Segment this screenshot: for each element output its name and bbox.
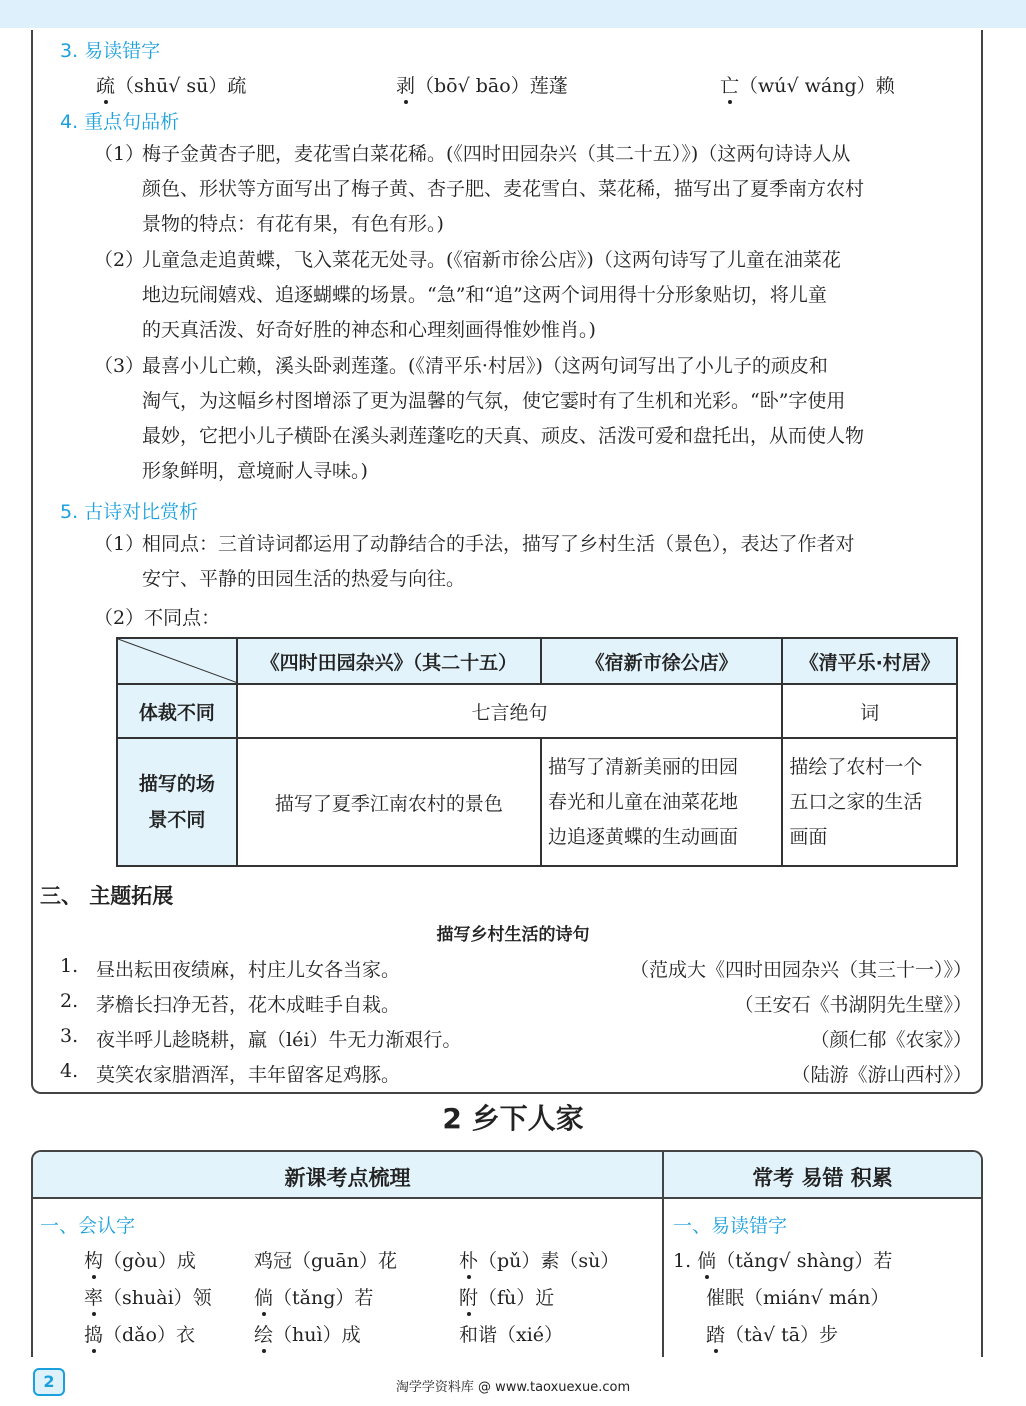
word-huicheng: 绘（huì）成 <box>254 1320 361 1347</box>
theme-subtitle: 描写乡村生活的诗句 <box>436 925 590 945</box>
lesson-title: 2 乡下人家 <box>442 1102 584 1135</box>
left-column-title: 新课考点梳理 <box>284 1166 411 1190</box>
word-fujin: 附（fù）近 <box>459 1283 554 1310</box>
genre-ci: 词 <box>782 684 957 738</box>
scene-poem-1: 描写了夏季江南农村的景色 <box>237 738 541 866</box>
section-heading-key-sentences: 4. 重点句品析 <box>60 111 180 133</box>
page-number: 2 <box>33 1368 65 1396</box>
section-heading-comparison: 5. 古诗对比赏析 <box>60 501 199 523</box>
comparison-difference-label: （2）不同点： <box>94 607 221 629</box>
table-header-poem-1: 《四时田园杂兴》（其二十五） <box>237 638 541 684</box>
misread-tabu: 踏（tà√ tā）步 <box>706 1320 838 1347</box>
genre-quatrain: 七言绝句 <box>237 684 783 738</box>
row-label-scene: 描写的场 景不同 <box>117 738 237 866</box>
table-header-row <box>117 638 957 684</box>
footer-watermark: 淘学学资料库 @ www.taoxuexue.com <box>395 1380 631 1395</box>
diagonal-line <box>118 639 238 683</box>
section-heading-misread: 3. 易读错字 <box>60 40 161 62</box>
table-corner-cell <box>117 638 237 684</box>
misread-item-1: 疏（shū√ sū）疏 <box>96 71 246 98</box>
key-sentence-2: （2） 儿童急走追黄蝶，飞入菜花无处寻。(《宿新市徐公店》)（这两句诗写了儿童在油菜花 地边玩闹嬉戏、追逐蝴蝶的场景。“急”和“追”这两个词用得十分形象贴切，将儿童 的天真活泼、好奇好胜的神态和心理刻画得惟妙惟肖。) <box>94 249 841 341</box>
misread-tangruo: 1. 倘（tǎng√ shàng）若 <box>673 1246 892 1273</box>
poem-line-2: 2. 茅檐长扫净无苔，花木成畦手自栽。 （王安石《书湖阴先生壁》） <box>60 990 972 1016</box>
table-header-poem-2: 《宿新市徐公店》 <box>541 638 782 684</box>
word-goucheng: 构（gòu）成 <box>84 1246 196 1273</box>
right-column-title: 常考 易错 积累 <box>752 1166 893 1190</box>
scene-poem-2: 描写了清新美丽的田园 春光和儿童在油菜花地 边追逐黄蝶的生动画面 <box>541 738 782 866</box>
word-pusu: 朴（pǔ）素（sù） <box>459 1246 619 1273</box>
table-row-genre <box>117 684 957 738</box>
comparison-table <box>116 637 958 867</box>
word-tangruo: 倘（tǎng）若 <box>254 1283 373 1310</box>
table-header-poem-3: 《清平乐·村居》 <box>782 638 957 684</box>
word-jiguanhua: 鸡冠（guān）花 <box>254 1250 397 1272</box>
poem-line-4: 4. 莫笑农家腊酒浑，丰年留客足鸡豚。 （陆游《游山西村》） <box>60 1060 972 1086</box>
misread-item-2: 剥（bō√ bāo）莲蓬 <box>396 71 568 98</box>
misread-item-3: 亡（wú√ wáng）赖 <box>720 71 895 98</box>
misread-words-heading: 一、易读错字 <box>673 1215 788 1237</box>
top-band <box>0 0 1026 28</box>
misread-cuimian: 催眠（mián√ mán） <box>706 1287 890 1309</box>
word-shuailing: 率（shuài）领 <box>84 1283 212 1310</box>
poem-line-1: 1. 昼出耘田夜绩麻，村庄儿女各当家。 （范成大《四时田园杂兴（其三十一）》） <box>60 955 972 981</box>
theme-extension-heading: 三、 主题拓展 <box>40 884 174 908</box>
poem-line-3: 3. 夜半呼儿趁晓耕，羸（léi）牛无力渐艰行。 （颜仁郁《农家》） <box>60 1025 972 1051</box>
scene-poem-3: 描绘了农村一个 五口之家的生活 画面 <box>782 738 957 866</box>
word-hexie: 和谐（xié） <box>459 1324 564 1346</box>
row-label-genre: 体裁不同 <box>117 684 237 738</box>
key-sentence-3: （3） 最喜小儿亡赖，溪头卧剥莲蓬。(《清平乐·村居》)（这两句词写出了小儿子的顽皮和 淘气，为这幅乡村图增添了更为温馨的气氛，使它霎时有了生机和光彩。“卧”字使用 最妙，它把小儿子横卧在溪头剥莲蓬吃的天真、顽皮、活泼可爱和盘托出，从而使人物 形象鲜明，意境耐人寻味。) <box>94 355 865 482</box>
table-row-scene <box>117 738 957 866</box>
recognize-words-heading: 一、会认字 <box>40 1215 136 1237</box>
word-daoyi: 捣（dǎo）衣 <box>84 1320 195 1347</box>
key-sentence-1: （1） 梅子金黄杏子肥，麦花雪白菜花稀。(《四时田园杂兴（其二十五）》)（这两句诗诗人从 颜色、形状等方面写出了梅子黄、杏子肥、麦花雪白、菜花稀，描写出了夏季南方农村 景物的特点：有花有果，有色有形。) <box>94 143 865 235</box>
comparison-similarity: （1） 相同点：三首诗词都运用了动静结合的手法，描写了乡村生活（景色），表达了作者对 安宁、平静的田园生活的热爱与向往。 <box>94 533 855 590</box>
